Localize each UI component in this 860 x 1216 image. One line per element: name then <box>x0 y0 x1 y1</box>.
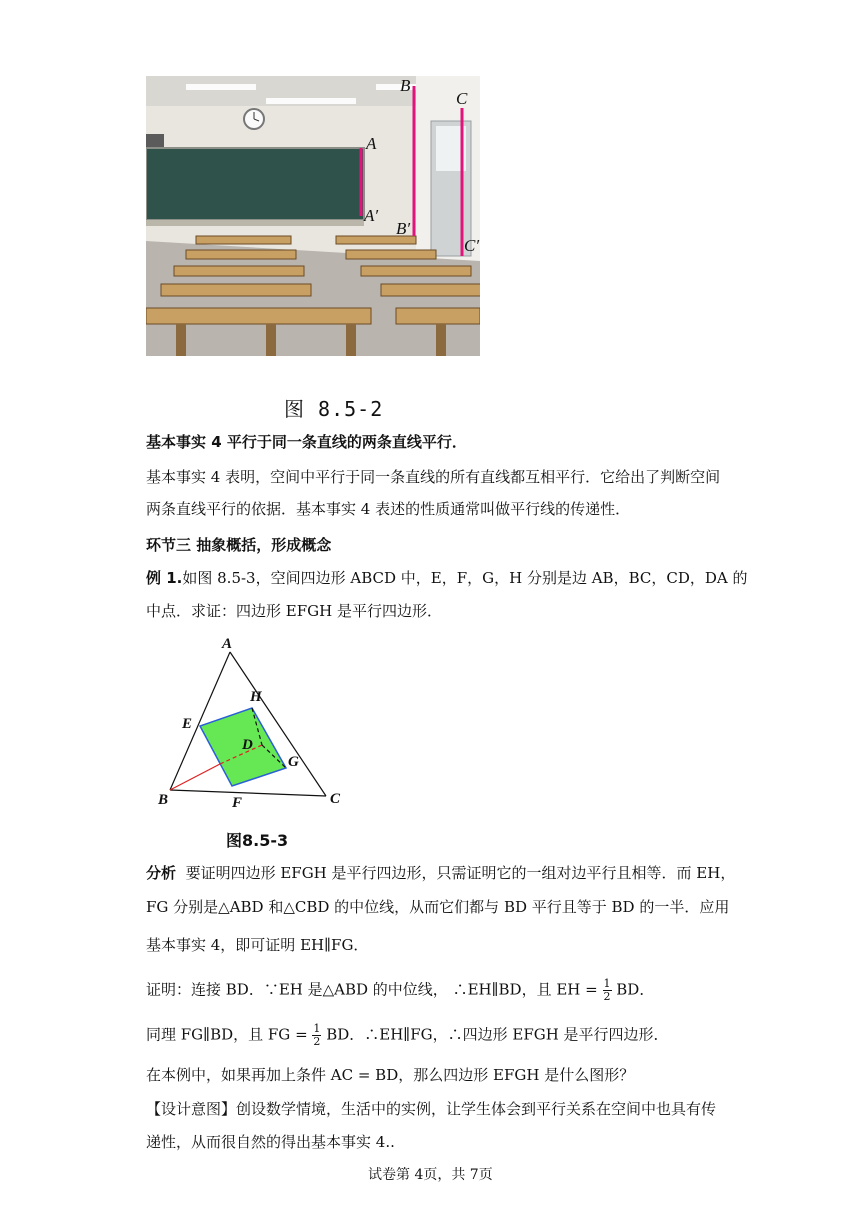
classroom-figure <box>146 76 480 356</box>
example-text-1: 如图 8.5-3，空间四边形 ABCD 中，E，F，G，H 分别是边 AB，BC，CD，DA 的 <box>182 569 748 587</box>
design-line1: 【设计意图】创设数学情境，生活中的实例，让学生体会到平行关系在空间中也具有传 <box>146 1100 717 1118</box>
point-A: A <box>222 636 233 652</box>
example-label: 例 1. <box>146 569 183 587</box>
proof-text-2a: 同理 FG∥BD，且 FG = <box>146 1025 308 1044</box>
analysis-line2: FG 分别是△ABD 和△CBD 的中位线，从而它们都与 BD 平行且等于 BD 的一半．应用 <box>146 898 730 916</box>
point-H: H <box>250 689 262 705</box>
fraction-den: 2 <box>313 1035 321 1048</box>
figure2-caption: 图8.5-3 <box>226 831 289 850</box>
question-text: 在本例中，如果再加上条件 AC = BD，那么四边形 EFGH 是什么图形？ <box>146 1066 635 1084</box>
label-B-prime: B′ <box>396 219 411 238</box>
analysis-label: 分析 <box>146 864 177 882</box>
page-footer: 试卷第 4页，共 7页 <box>368 1167 493 1183</box>
proof-line1 <box>146 978 654 1003</box>
analysis-line1 <box>146 863 735 883</box>
proof-line2 <box>146 1023 669 1048</box>
label-C-prime: C′ <box>464 236 480 255</box>
example1-line1 <box>146 568 748 588</box>
fraction-half-2 <box>312 1023 321 1048</box>
point-E: E <box>182 716 193 732</box>
example1-line2: 中点．求证：四边形 EFGH 是平行四边形． <box>146 602 442 620</box>
label-B: B <box>400 76 411 95</box>
proof-text-2b: BD．∴EH∥FG，∴四边形 EFGH 是平行四边形． <box>326 1025 669 1044</box>
label-A: A <box>366 134 377 153</box>
proof-text-1b: BD． <box>616 980 655 999</box>
fraction-half-1 <box>603 978 612 1003</box>
basic-fact-line2: 两条直线平行的依据．基本事实 4 表述的性质通常叫做平行线的传递性． <box>146 500 631 518</box>
classroom-illustration <box>146 76 480 356</box>
section-title: 环节三 抽象概括，形成概念 <box>146 536 332 554</box>
point-F: F <box>232 795 243 811</box>
analysis-line3: 基本事实 4，即可证明 EH∥FG． <box>146 936 369 954</box>
fraction-num: 1 <box>313 1022 321 1035</box>
fraction-num: 1 <box>603 977 611 990</box>
analysis-text-1: 要证明四边形 EFGH 是平行四边形，只需证明它的一组对边平行且相等．而 EH， <box>185 864 736 882</box>
label-A-prime: A′ <box>364 206 379 225</box>
figure1-caption: 图 8.5-2 <box>284 397 384 421</box>
basic-fact-line1: 基本事实 4 表明，空间中平行于同一条直线的所有直线都互相平行．它给出了判断空间 <box>146 468 721 486</box>
design-line2: 递性，从而很自然的得出基本事实 4.. <box>146 1133 395 1151</box>
point-C: C <box>330 791 341 807</box>
point-B: B <box>158 792 169 808</box>
point-D: D <box>242 737 253 753</box>
basic-fact-title: 基本事实 4 平行于同一条直线的两条直线平行． <box>146 433 467 451</box>
fraction-den: 2 <box>603 990 611 1003</box>
point-G: G <box>288 754 299 770</box>
label-C: C <box>456 89 468 108</box>
proof-text-1a: 证明：连接 BD．∵EH 是△ABD 的中位线， ∴EH∥BD，且 EH = <box>146 980 598 999</box>
